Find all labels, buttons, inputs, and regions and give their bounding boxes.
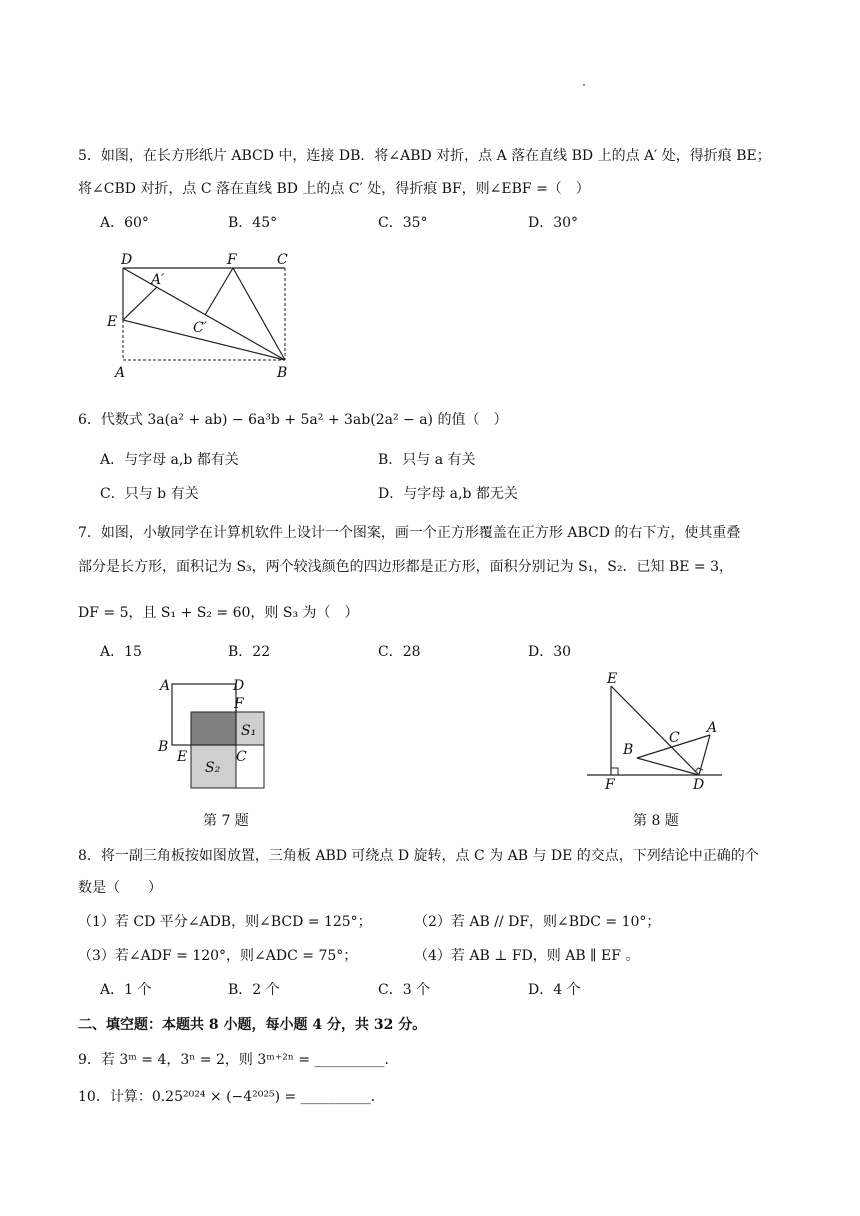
q8-label-b: B (623, 742, 634, 758)
q5-option-d[interactable]: D．30° (528, 215, 579, 231)
q8-statement-4: （4）若 AB ⊥ FD，则 AB ∥ EF 。 (414, 948, 640, 964)
q8-label-c: C (669, 730, 680, 746)
q7-label-s1: S₁ (241, 723, 257, 739)
q6-option-b[interactable]: B．只与 a 有关 (378, 452, 476, 468)
q7-label-e: E (177, 749, 188, 765)
q6-line1: 6．代数式 3a(a² + ab) − 6a³b + 5a² + 3ab(2a² − a) 的值（ ） (78, 412, 508, 428)
q8-statement-3: （3）若∠ADF = 120°，则∠ADC = 75°； (78, 948, 358, 964)
q5-option-a[interactable]: A．60° (100, 215, 149, 231)
q5-label-a1: A′ (151, 272, 165, 288)
q8-right-angle-f (611, 768, 618, 775)
q8-option-d[interactable]: D．4 个 (528, 982, 581, 998)
q7-option-c[interactable]: C．28 (378, 644, 421, 660)
q10-line[interactable]: 10．计算：0.25²⁰²⁴ × (−4²⁰²⁵) = __________． (78, 1089, 385, 1105)
q5-line1: 5．如图，在长方形纸片 ABCD 中，连接 DB．将∠ABD 对折，点 A 落在直线 BD 上的点 A′ 处，得折痕 BE； (78, 148, 771, 164)
q5-option-b[interactable]: B．45° (228, 215, 278, 231)
q8-label-a: A (707, 720, 718, 736)
q6-option-a[interactable]: A．与字母 a,b 都有关 (100, 452, 239, 468)
q5-label-c: C (277, 252, 288, 268)
q7-line3: DF = 5，且 S₁ + S₂ = 60，则 S₃ 为（ ） (78, 605, 359, 621)
q7-s3-overlap (191, 712, 236, 745)
q8-label-f: F (605, 777, 615, 792)
q6-option-d[interactable]: D．与字母 a,b 都无关 (378, 486, 518, 502)
q8-edge-ed (611, 686, 699, 775)
q7-option-a[interactable]: A．15 (100, 644, 142, 660)
q5-segment-fc1 (205, 268, 233, 315)
q5-diagonal-db (123, 268, 285, 360)
q8-option-c[interactable]: C．3 个 (378, 982, 431, 998)
q5-option-c[interactable]: C．35° (378, 215, 428, 231)
q7-line2: 部分是长方形，面积记为 S₃，两个较浅颜色的四边形都是正方形，面积分别记为 S₁，S₂．已知 BE = 3， (78, 559, 734, 575)
q6-option-c[interactable]: C．只与 b 有关 (100, 486, 199, 502)
q8-statement-1: （1）若 CD 平分∠ADB，则∠BCD = 125°； (78, 914, 372, 930)
q7-label-f: F (234, 696, 244, 712)
q8-line2: 数是（ ） (78, 880, 162, 896)
q8-label-d: D (693, 777, 705, 792)
q7-label-c: C (236, 749, 247, 765)
q7-label-d: D (233, 678, 245, 694)
q8-edge-bd (637, 758, 699, 775)
section-fill-in-heading: 二、填空题：本题共 8 小题，每小题 4 分，共 32 分。 (78, 1017, 427, 1033)
q9-line[interactable]: 9．若 3ᵐ = 4，3ⁿ = 2，则 3ᵐ⁺²ⁿ = __________． (78, 1052, 399, 1068)
q7-label-a: A (160, 678, 171, 694)
stray-dot (583, 84, 585, 86)
q8-option-a[interactable]: A．1 个 (100, 982, 152, 998)
q8-caption: 第 8 题 (633, 813, 679, 829)
q7-figure (150, 672, 280, 792)
q5-label-e: E (107, 314, 118, 330)
q7-label-b: B (158, 739, 169, 755)
q7-option-b[interactable]: B．22 (228, 644, 271, 660)
q5-line2: 将∠CBD 对折，点 C 落在直线 BD 上的点 C′ 处，得折痕 BF，则∠EBF =（ ） (78, 181, 590, 197)
q7-option-d[interactable]: D．30 (528, 644, 572, 660)
q5-label-d: D (121, 252, 133, 268)
q7-line1: 7．如图，小敏同学在计算机软件上设计一个图案，画一个正方形覆盖在正方形 ABCD 的右下方，使其重叠 (78, 525, 741, 541)
q8-line1: 8．将一副三角板按如图放置，三角板 ABD 可绕点 D 旋转，点 C 为 AB 与 DE 的交点，下列结论中正确的个 (78, 848, 759, 864)
q5-segment-ea1 (123, 287, 157, 320)
q8-figure (585, 672, 730, 792)
q8-label-e: E (607, 672, 618, 687)
q8-option-b[interactable]: B．2 个 (228, 982, 280, 998)
q5-label-f: F (227, 252, 237, 268)
q5-figure (105, 250, 305, 385)
q8-statement-2: （2）若 AB // DF，则∠BDC = 10°； (414, 914, 661, 930)
q7-caption: 第 7 题 (203, 813, 249, 829)
q5-label-b: B (277, 365, 288, 381)
q5-label-a: A (115, 365, 126, 381)
q7-label-s2: S₂ (205, 760, 221, 776)
q5-crease-bf (233, 268, 285, 360)
q5-label-c1: C′ (193, 320, 207, 336)
